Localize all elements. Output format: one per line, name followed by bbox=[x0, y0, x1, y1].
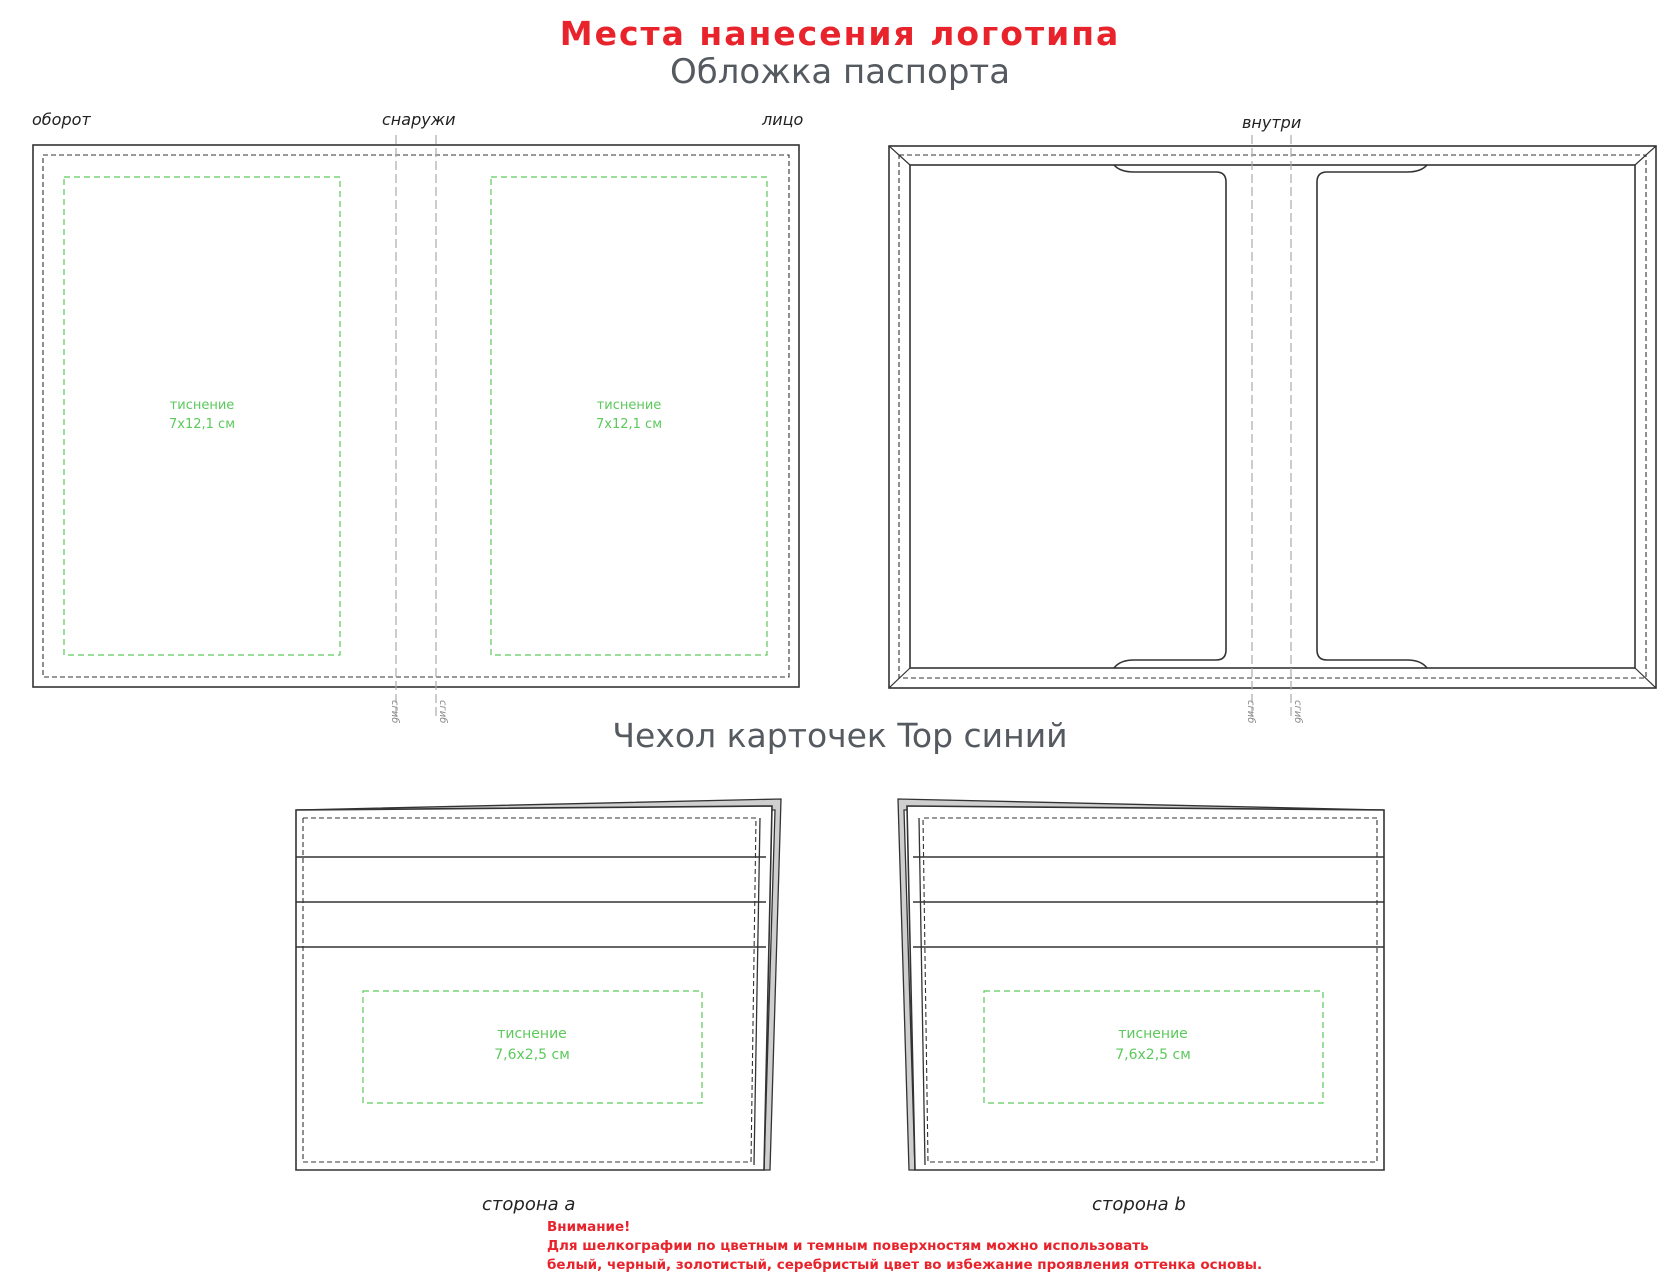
inside-fold-label-left: сгиб bbox=[1245, 700, 1256, 724]
side-b-label: сторона b bbox=[1092, 1194, 1186, 1215]
passport-outside-stitch bbox=[43, 155, 789, 677]
label-inside: внутри bbox=[1242, 113, 1302, 132]
warning-line-1: Для шелкографии по цветным и темным поверхностям можно использовать bbox=[547, 1238, 1149, 1254]
side-a-zone-name: тиснение bbox=[497, 1026, 567, 1042]
card-case-side-a bbox=[296, 799, 781, 1170]
embossing-zone-front bbox=[491, 177, 767, 655]
fold-label-right: сгиб bbox=[437, 700, 448, 724]
inside-fold-label-right: сгиб bbox=[1292, 700, 1303, 724]
side-a-label: сторона а bbox=[482, 1194, 576, 1215]
warning-note bbox=[547, 1218, 1262, 1275]
inner-pocket-right bbox=[1317, 165, 1427, 668]
passport-outside-outline bbox=[33, 145, 799, 687]
passport-outside-view bbox=[33, 135, 799, 723]
card-case-side-b bbox=[898, 799, 1384, 1170]
side-a-outline bbox=[296, 806, 772, 1170]
embossing-zone-back bbox=[64, 177, 340, 655]
card-case-title: Чехол карточек Top синий bbox=[612, 716, 1068, 755]
passport-inside-outline bbox=[889, 146, 1656, 688]
zone-back-size: 7х12,1 см bbox=[169, 417, 235, 432]
fold-label-left: сгиб bbox=[389, 700, 400, 724]
passport-inside-inner-frame bbox=[910, 165, 1635, 668]
warning-line-2: белый, черный, золотистый, серебристый цвет во избежание проявления оттенка основы. bbox=[547, 1257, 1263, 1273]
side-b-zone-size: 7,6х2,5 см bbox=[1115, 1047, 1191, 1063]
corner-bevel-br bbox=[1635, 668, 1656, 688]
side-b-outline bbox=[907, 806, 1384, 1170]
page-title: Места нанесения логотипа bbox=[559, 14, 1121, 53]
passport-inside-view bbox=[889, 135, 1656, 723]
passport-cover-title: Обложка паспорта bbox=[669, 52, 1011, 92]
passport-inside-stitch bbox=[899, 155, 1646, 678]
zone-front-size: 7х12,1 см bbox=[596, 417, 662, 432]
label-outside: снаружи bbox=[382, 110, 456, 129]
side-a-zone-size: 7,6х2,5 см bbox=[494, 1047, 570, 1063]
side-b-zone-name: тиснение bbox=[1118, 1026, 1188, 1042]
zone-front-name: тиснение bbox=[596, 398, 662, 413]
label-back: оборот bbox=[32, 110, 91, 129]
label-front: лицо bbox=[762, 110, 804, 129]
zone-back-name: тиснение bbox=[169, 398, 235, 413]
warning-heading: Внимание! bbox=[547, 1219, 631, 1235]
inner-pocket-left bbox=[1114, 165, 1226, 668]
